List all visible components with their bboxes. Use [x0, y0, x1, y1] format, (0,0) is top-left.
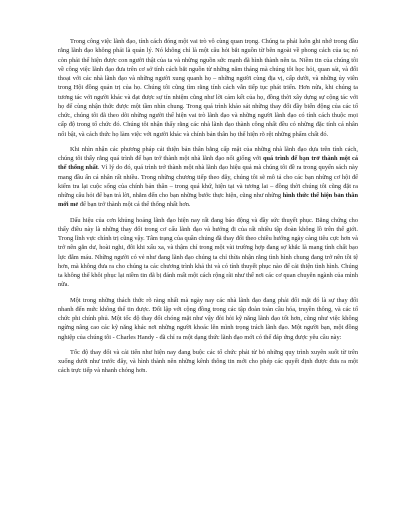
text-run: Một trong những thách thức rõ ràng nhất mà ngày nay các nhà lãnh đạo đang phải đối mặt đó là sự thay đổi nhanh đến mức không thể tin được. Đối lập với cộng đồng trong các tập đoàn toàn cầu hóa, truyền thông, và các tổ chức phi chính phủ. Một tốc độ thay đổi chóng mặt như vậy đòi hỏi kỹ năng lãnh đạo tốt hơn, cũng như việc không ngừng nâng cao các kỹ năng khác nơi những người khoác lên mình trọng trách lãnh đạo. Một người bạn, một đồng nghiệp của chúng tôi - Charles Handy - đã chỉ ra một dạng thức lãnh đạo mới có thể đáp ứng được yêu cầu này:: [58, 296, 358, 341]
paragraph: [58, 216, 358, 290]
paragraph: [58, 145, 358, 210]
paragraph: [58, 296, 358, 342]
paragraph: [58, 37, 358, 139]
text-run: Khi nhìn nhận các phương pháp cải thiện bản thân bằng cấp mật của những nhà lãnh đạo dựa trên tính cách, chúng tôi thấy rằng quá trình để bạn trở thành một nhà lãnh đạo nổi giống với: [58, 145, 358, 162]
text-run: để bạn trở thành một cá thể thống nhất hơn.: [78, 201, 191, 209]
bold-phrase: hình thức thể hiện bản thân mới mẻ: [58, 192, 358, 209]
text-run: Tốc độ thay đổi và cải tiến như hiện nay đang buộc các tổ chức phải từ bỏ những quy trình xuyên suốt từ trên xuống dưới như trước đây, và hình thành nên những kênh thông tin mới cho phép các quyết định được đưa ra một cách trực tiếp và nhanh chóng hơn.: [58, 348, 358, 375]
bold-phrase: quá trình để bạn trở thành một cá thể thống nhất: [58, 155, 359, 172]
text-run: Trong công việc lãnh đạo, tính cách đóng một vai trò vô cùng quan trọng. Chúng ta phải luôn ghi nhớ trong đầu rằng lãnh đạo không phải là quản lý. Nó không chỉ là một câu hỏi bắt nguồn từ bên ngoài về phong cách của ta; nó còn phải thể hiện được con người thật của ta và những nguồn sức mạnh đã hình thành nên ta. Niềm tin của chúng tôi về công việc lãnh đạo đưa trên cơ sở tính cách bắt nguồn từ những năm tháng mà chúng tôi học hỏi, quan sát, và đối thoại với các nhà lãnh đạo và những người xung quanh họ – những người cùng địa vị, cấp dưới, và những ủy viên trong Hội đồng quản trị của họ. Chúng tôi cũng tìm rằng tính cách vẫn tiếp tục phát triển. Hơn nữa, khi chúng ta tương tác với người khác và đạt được sự tín nhiệm cũng như lời cảm kết của họ, đồng thời xây dựng sự cộng tác với họ để cùng nhận thức được một tầm nhìn chung. Trong quá trình khảo sát những thay đổi đầy biến động của các tổ chức, chúng tôi đã theo dõi những người thể hiện vai trò lãnh đạo và những người lãnh đạo có tính cách thuộc mọi cấp độ trong tổ chức đó. Chúng tôi nhận thấy rằng các nhà lãnh đạo thành công nhất đều có những đặc tính cá nhân nổi bật, và cách thức họ làm việc với người khác và chính bản thân họ thể hiện rõ rệt những phẩm chất đó.: [58, 38, 358, 138]
text-run: Dấu hiệu của cơn khủng hoảng lãnh đạo hiện nay rất đang báo động và đầy sức thuyết phục. Bằng chứng cho thấy điều này là những thay đổi trong cơ cấu lãnh đạo và hướng đi của rất nhiều tập đoàn không lồ trên thế giới. Trong lĩnh vực chính trị cũng vậy. Tâm trạng của quần chúng đã thay đổi theo chiều hướng ngày càng tiêu cực hơn và trở nên gắn dư, hoài nghi, đôi khi xấu xa, và thậm chí trong một vài trường hợp đang sợ khắc là mang tính chất bạo lực đẫm máu. Những người có vẻ như đang lãnh đạo chúng ta chỉ thừa nhận rằng tình hình chung đang trở nên tồi tệ hơn, mà không đưa ra cho chúng ta các chương trình khả thi và có tính thuyết phục nào để cải thiện tình hình. Chúng ta không thể khôi phục lại niềm tin đã bị đánh mất một cách rộng rãi như thế nơi các cơ quan chuyên ngành của mình nữa.: [58, 216, 358, 289]
paragraph: [58, 348, 358, 376]
text-run: . Vì lý do đó, quá trình trở thành một nhà lãnh đạo hiệu quả mà chúng tôi đề ra trong quyển sách này mang đầu ấn cá nhân rất nhiều. Trong những chương tiếp theo đây, chúng tôi sẽ mô tả cho các bạn những cơ hội để kiểm tra lại cuộc sống của chính bản thân – trong quá khứ, hiện tại và tương lai – đồng thời chúng tôi cũng đặt ra những câu hỏi để bạn trả lời, nhằm đến cho bạn những bước thực hiện, cũng như những: [58, 164, 358, 199]
